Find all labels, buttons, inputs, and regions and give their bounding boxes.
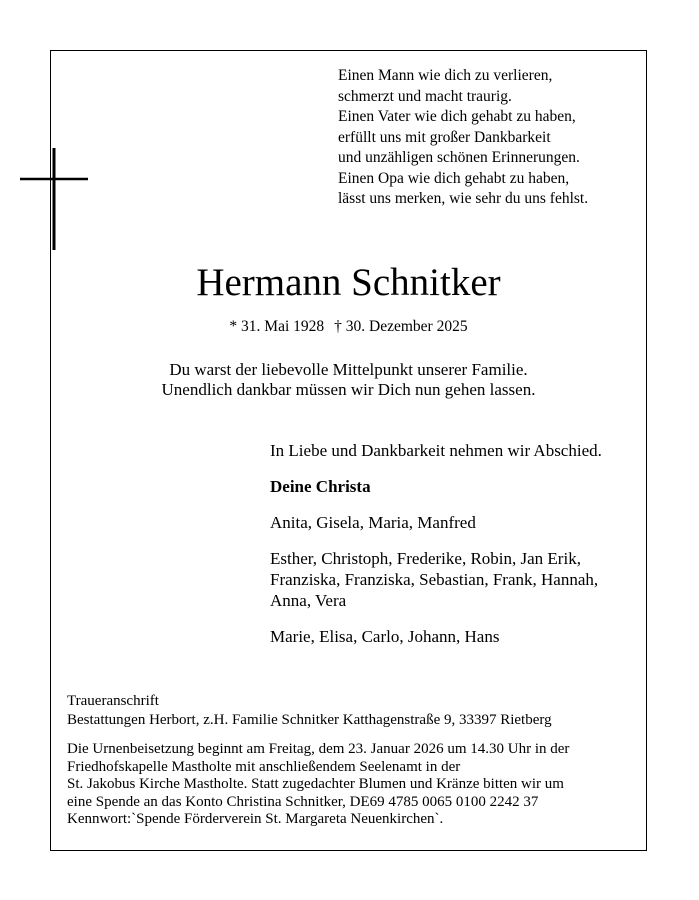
cross-icon <box>20 148 88 250</box>
grandchildren-line: Franziska, Franziska, Sebastian, Frank, Hannah, <box>270 570 599 589</box>
address-line: Bestattungen Herbort, z.H. Familie Schnitker Katthagenstraße 9, 33397 Rietberg <box>67 711 552 728</box>
children-names: Anita, Gisela, Maria, Manfred <box>270 513 476 532</box>
poem-line: Einen Mann wie dich zu verlieren, <box>338 67 553 84</box>
poem <box>338 66 638 210</box>
death-date: † 30. Dezember 2025 <box>334 318 468 335</box>
tribute-line: Unendlich dankbar müssen wir Dich nun gehen lassen. <box>161 380 536 399</box>
poem-line: Einen Opa wie dich gehabt zu haben, <box>338 169 570 187</box>
tribute-line: Du warst der liebevolle Mittelpunkt unserer Familie. <box>169 360 528 379</box>
spouse-name: Deine Christa <box>270 477 371 496</box>
funeral-notice <box>67 741 637 829</box>
mourners <box>270 440 640 647</box>
life-dates <box>50 317 647 337</box>
grandchildren-line: Esther, Christoph, Frederike, Robin, Jan Erik, <box>270 549 581 568</box>
poem-line: schmerzt und macht traurig. <box>338 87 512 105</box>
poem-line: lässt uns merken, wie sehr du uns fehlst. <box>338 190 589 207</box>
grandchildren-names <box>270 548 640 611</box>
grandchildren-line: Anna, Vera <box>270 591 347 610</box>
deceased-name: Hermann Schnitker <box>196 261 501 304</box>
mourning-address <box>67 692 637 729</box>
great-grandchildren-names: Marie, Elisa, Carlo, Johann, Hans <box>270 627 500 646</box>
poem-line: und unzähligen schönen Erinnerungen. <box>338 149 580 166</box>
tribute <box>50 360 647 400</box>
notice-line: St. Jakobus Kirche Mastholte. Statt zugedachter Blumen und Kränze bitten wir um <box>67 776 564 792</box>
birth-date: * 31. Mai 1928 <box>229 318 325 335</box>
notice-line: Friedhofskapelle Mastholte mit anschließendem Seelenamt in der <box>67 758 461 775</box>
poem-line: Einen Vater wie dich gehabt zu haben, <box>338 108 576 125</box>
farewell-intro: In Liebe und Dankbarkeit nehmen wir Abschied. <box>270 441 602 460</box>
notice-line: Kennwort:`Spende Förderverein St. Margareta Neuenkirchen`. <box>67 811 444 827</box>
notice-line: Die Urnenbeisetzung beginnt am Freitag, dem 23. Januar 2026 um 14.30 Uhr in der <box>67 741 570 757</box>
address-label: Traueranschrift <box>67 693 159 709</box>
poem-line: erfüllt uns mit großer Dankbarkeit <box>338 128 551 146</box>
notice-line: eine Spende an das Konto Christina Schnitker, DE69 4785 0065 0100 2242 37 <box>67 793 539 810</box>
